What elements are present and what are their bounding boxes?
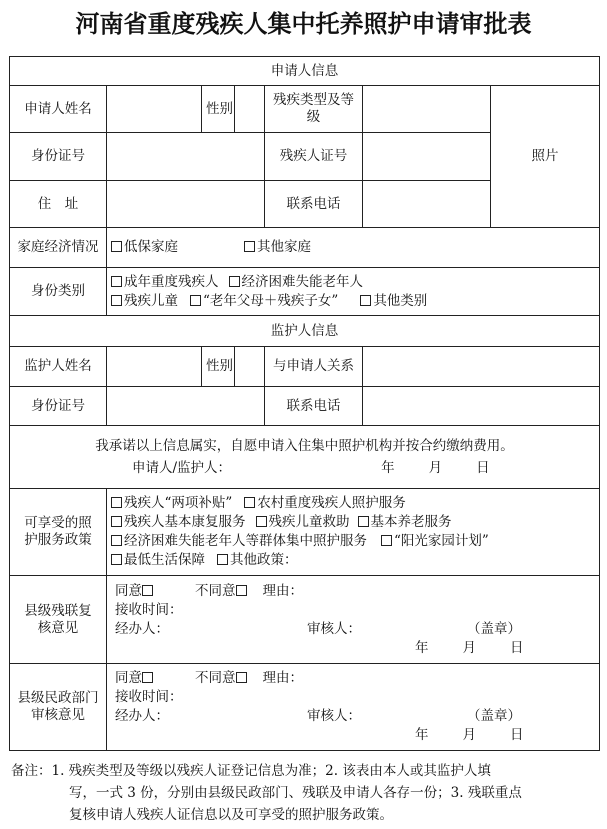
identity-label: 身份类别 — [10, 268, 107, 316]
option-elderly-disabled: 经济困难失能老年人 — [241, 273, 363, 290]
civil-date-year: 年 — [415, 727, 429, 743]
disability-cert-field[interactable] — [363, 133, 491, 181]
applicant-name-field[interactable] — [107, 86, 202, 133]
county-agree-label: 同意 — [115, 582, 142, 599]
guardian-relation-label: 与申请人关系 — [265, 347, 363, 387]
applicant-id-field[interactable] — [107, 133, 265, 181]
option-min-living: 最低生活保障 — [124, 552, 205, 568]
county-date-day: 日 — [510, 639, 524, 656]
checkbox-adult-disabled[interactable] — [111, 276, 122, 287]
county-seal-label: （盖章） — [467, 620, 521, 637]
identity-options — [107, 268, 600, 316]
checkbox-other-policy[interactable] — [217, 554, 228, 565]
section-applicant-header: 申请人信息 — [10, 57, 600, 86]
option-disabled-child: 残疾儿童 — [124, 292, 178, 309]
applicant-gender-label: 性别 — [202, 86, 235, 133]
county-reason-label: 理由： — [262, 582, 303, 599]
checkbox-group-care[interactable] — [111, 535, 122, 546]
civil-handler-label: 经办人： — [115, 708, 169, 724]
checkbox-civil-disagree[interactable] — [236, 672, 247, 683]
applicant-gender-field[interactable] — [235, 86, 265, 133]
civil-date-day: 日 — [510, 727, 524, 743]
county-handler-label: 经办人： — [115, 620, 169, 637]
pledge-date-year: 年 — [381, 460, 395, 476]
checkbox-other-category[interactable] — [360, 295, 371, 306]
checkbox-child-aid[interactable] — [256, 516, 267, 527]
county-review-block — [107, 576, 600, 664]
footnote-line-2: 写，一式 3 份，分别由县级民政部门、残联及申请人各存一份；3. 残联重点 — [69, 785, 522, 801]
applicant-name-label: 申请人姓名 — [10, 86, 107, 133]
applicant-phone-label: 联系电话 — [265, 181, 363, 228]
guardian-name-label: 监护人姓名 — [10, 347, 107, 387]
guardian-id-field[interactable] — [107, 387, 265, 426]
guardian-gender-label: 性别 — [202, 347, 235, 387]
guardian-name-field[interactable] — [107, 347, 202, 387]
county-reviewer-label: 审核人： — [307, 620, 361, 637]
civil-disagree-label: 不同意 — [195, 670, 236, 686]
option-other-family: 其他家庭 — [257, 239, 311, 255]
disability-type-label: 残疾类型及等级 — [265, 86, 363, 133]
option-elder-parents: “老年父母＋残疾子女” — [203, 292, 339, 309]
checkbox-elderly-disabled[interactable] — [229, 276, 240, 287]
form-title: 河南省重度残疾人集中托养照护申请审批表 — [75, 10, 532, 38]
checkbox-two-subsidies[interactable] — [111, 497, 122, 508]
checkbox-other-family[interactable] — [244, 241, 255, 252]
guardian-relation-field[interactable] — [363, 347, 600, 387]
guardian-phone-field[interactable] — [363, 387, 600, 426]
civil-reason-label: 理由： — [262, 670, 303, 686]
disability-type-field[interactable] — [363, 86, 491, 133]
pledge-date-month: 月 — [428, 460, 443, 476]
civil-seal-label: （盖章） — [467, 708, 521, 724]
guardian-gender-field[interactable] — [235, 347, 265, 387]
checkbox-civil-agree[interactable] — [142, 672, 153, 683]
pledge-text: 我承诺以上信息属实，自愿申请入住集中照护机构并按合约缴纳费用。 — [95, 438, 514, 454]
county-disagree-label: 不同意 — [195, 582, 236, 599]
footnote — [11, 760, 601, 826]
footnote-line-1: 备注：1. 残疾类型及等级以残疾人证登记信息为准；2. 该表由本人或其监护人填 — [11, 763, 491, 779]
option-sunshine-plan: “阳光家园计划” — [394, 533, 489, 549]
family-econ-label: 家庭经济情况 — [10, 228, 107, 268]
checkbox-county-agree[interactable] — [142, 585, 153, 596]
checkbox-rehab-service[interactable] — [111, 516, 122, 527]
guardian-id-label: 身份证号 — [10, 387, 107, 426]
application-form — [9, 56, 600, 751]
checkbox-rural-care[interactable] — [244, 497, 255, 508]
option-other-category: 其他类别 — [373, 292, 428, 309]
option-other-policy: 其他政策： — [230, 552, 298, 568]
section-guardian-header: 监护人信息 — [10, 316, 600, 347]
civil-review-label: 县级民政部门审核意见 — [10, 664, 107, 751]
civil-review-block — [107, 664, 600, 751]
checkbox-disabled-child[interactable] — [111, 295, 122, 306]
pledge-block — [10, 426, 600, 489]
option-group-care: 经济困难失能老年人等群体集中照护服务 — [124, 533, 367, 549]
address-field[interactable] — [107, 181, 265, 228]
pledge-date-day: 日 — [476, 460, 490, 476]
option-rural-care: 农村重度残疾人照护服务 — [257, 495, 406, 511]
guardian-phone-label: 联系电话 — [265, 387, 363, 426]
photo-box[interactable]: 照片 — [491, 86, 600, 228]
option-two-subsidies: 残疾人“两项补贴” — [124, 495, 233, 511]
option-basic-elderly-care: 基本养老服务 — [370, 514, 452, 530]
footnote-line-3: 复核申请人残疾人证信息以及可享受的照护服务政策。 — [69, 807, 393, 823]
option-child-aid: 残疾儿童救助 — [268, 514, 350, 530]
policies-options — [107, 489, 600, 576]
checkbox-basic-elderly-care[interactable] — [358, 516, 369, 527]
county-receive-time: 接收时间： — [115, 601, 183, 618]
county-date-year: 年 — [415, 639, 429, 656]
civil-date-month: 月 — [462, 727, 476, 743]
family-econ-options — [107, 228, 600, 268]
civil-receive-time: 接收时间： — [115, 689, 183, 705]
disability-cert-label: 残疾人证号 — [265, 133, 363, 181]
civil-agree-label: 同意 — [115, 670, 142, 686]
option-rehab-service: 残疾人基本康复服务 — [124, 514, 246, 530]
option-low-income: 低保家庭 — [124, 239, 178, 255]
checkbox-county-disagree[interactable] — [236, 585, 247, 596]
pledge-signer-label: 申请人/监护人： — [132, 460, 232, 476]
address-label: 住 址 — [10, 181, 107, 228]
applicant-id-label: 身份证号 — [10, 133, 107, 181]
applicant-phone-field[interactable] — [363, 181, 491, 228]
policies-label: 可享受的照护服务政策 — [10, 489, 107, 576]
checkbox-elder-parents[interactable] — [190, 295, 201, 306]
civil-reviewer-label: 审核人： — [307, 708, 361, 724]
county-review-label: 县级残联复核意见 — [10, 576, 107, 664]
county-date-month: 月 — [462, 639, 476, 656]
checkbox-sunshine-plan[interactable] — [381, 535, 392, 546]
checkbox-low-income[interactable] — [111, 241, 122, 252]
option-adult-disabled: 成年重度残疾人 — [124, 273, 219, 290]
checkbox-min-living[interactable] — [111, 554, 122, 565]
